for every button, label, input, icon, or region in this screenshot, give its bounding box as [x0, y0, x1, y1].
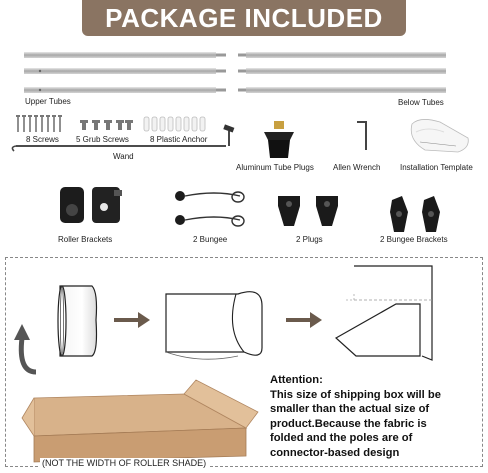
allen-wrench-label: Allen Wrench [333, 163, 381, 172]
bungee-image [175, 191, 244, 226]
box-width-note: (NOT THE WIDTH OF ROLLER SHADE) [42, 458, 207, 468]
screws-image [16, 115, 62, 132]
bungee-brackets-label: 2 Bungee Brackets [380, 235, 448, 244]
page-title: PACKAGE INCLUDED [105, 3, 383, 33]
plastic-anchor-label: 8 Plastic Anchor [150, 135, 208, 144]
attention-line: smaller than the actual size of [270, 403, 430, 416]
bungee-brackets-image [390, 196, 440, 232]
roller-brackets-image [60, 187, 122, 223]
below-tubes-label: Below Tubes [398, 98, 444, 107]
plastic-anchor-image [144, 117, 205, 131]
template-label: Installation Template [400, 163, 473, 172]
template-image [411, 119, 468, 152]
plugs-label: 2 Plugs [296, 235, 323, 244]
attention-line: folded and the poles are of [270, 432, 413, 445]
attention-line: This size of shipping box will be [270, 388, 441, 401]
grub-screws-image [80, 120, 133, 130]
upper-tubes-image [24, 52, 226, 93]
bungee-label: 2 Bungee [193, 235, 228, 244]
wand-label: Wand [113, 152, 134, 161]
attention-note [270, 373, 480, 461]
attention-heading: Attention: [270, 374, 323, 386]
below-tubes-image [238, 52, 446, 93]
attention-line: product.Because the fabric is [270, 417, 427, 430]
plugs-image [278, 196, 338, 226]
grub-screws-label: 5 Grub Screws [76, 135, 129, 144]
allen-wrench-image [357, 122, 366, 150]
tube-plugs-image [264, 121, 294, 158]
attention-line: connector-based design [270, 446, 400, 459]
upper-tubes-label: Upper Tubes [25, 97, 71, 106]
tube-plugs-label: Aluminum Tube Plugs [236, 163, 314, 172]
screws-label: 8 Screws [26, 135, 59, 144]
roller-brackets-label: Roller Brackets [58, 235, 113, 244]
